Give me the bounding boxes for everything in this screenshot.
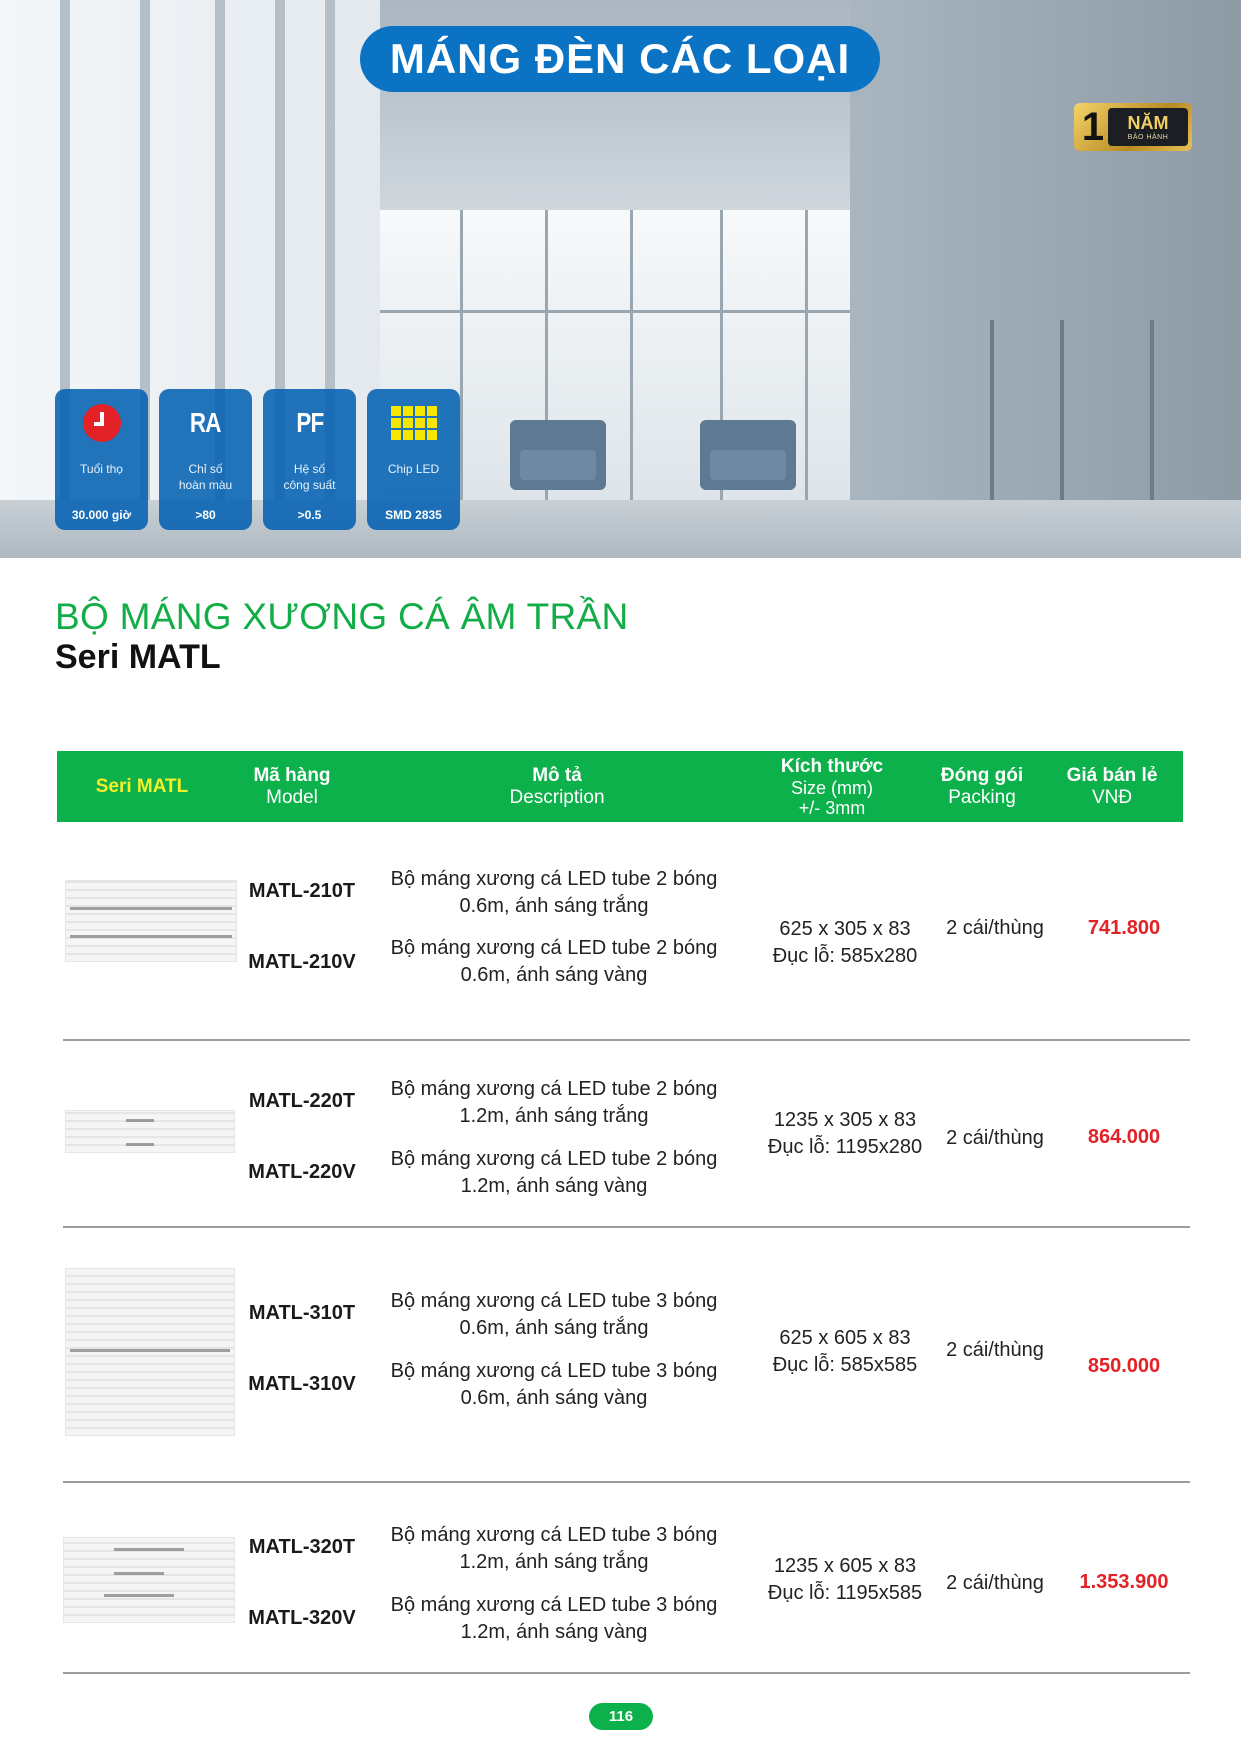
hero-glass-doors <box>850 0 1241 558</box>
header-size-vi: Kích thước <box>780 755 884 777</box>
header-desc-en: Description <box>509 786 605 808</box>
feature-label: Hệ số <box>293 462 326 476</box>
row-divider <box>63 1226 1190 1228</box>
size: 625 x 305 x 83 Đục lỗ: 585x280 <box>772 918 918 967</box>
feature-power-factor <box>263 389 356 530</box>
header-size-en: Size (mm) <box>791 777 873 798</box>
feature-value: >80 <box>195 508 216 522</box>
warranty-unit: NĂM <box>1127 112 1169 133</box>
product-image <box>65 1110 235 1153</box>
row-divider <box>63 1481 1190 1483</box>
feature-label: công suất <box>283 478 336 492</box>
hero-grid <box>630 210 633 510</box>
price: 1.353.900 <box>1079 1571 1169 1593</box>
feature-label: Chỉ số <box>188 462 223 476</box>
description: Bộ máng xương cá LED tube 2 bóng 0.6m, ánh sáng trắng <box>390 868 718 917</box>
description: Bộ máng xương cá LED tube 3 bóng 0.6m, ánh sáng trắng <box>390 1290 718 1339</box>
header-size <box>747 751 917 822</box>
feature-label: Chip LED <box>387 462 440 476</box>
header-model-en: Model <box>266 786 318 808</box>
feature-value: 30.000 giờ <box>71 508 132 522</box>
clock-icon <box>83 404 121 442</box>
section-title: BỘ MÁNG XƯƠNG CÁ ÂM TRẦN <box>55 596 629 637</box>
hero-grid <box>460 210 463 510</box>
hero-grid <box>805 210 808 510</box>
product-image <box>65 1268 235 1436</box>
description: Bộ máng xương cá LED tube 3 bóng 1.2m, ánh sáng trắng <box>390 1524 718 1573</box>
chip-grid-icon <box>391 406 437 440</box>
size: 625 x 605 x 83 Đục lỗ: 585x585 <box>772 1327 918 1376</box>
price: 850.000 <box>1087 1355 1161 1377</box>
header-price <box>1047 751 1177 822</box>
ra-icon: RA <box>190 407 221 438</box>
packing: 2 cái/thùng <box>946 1127 1044 1149</box>
warranty-badge <box>1074 103 1192 151</box>
feature-tiles <box>55 389 460 530</box>
header-packing <box>927 751 1037 822</box>
packing: 2 cái/thùng <box>946 1572 1044 1594</box>
price: 741.800 <box>1087 917 1161 939</box>
feature-chip <box>367 389 460 530</box>
model-code: MATL-210V <box>248 951 356 973</box>
row-divider <box>63 1672 1190 1674</box>
feature-value: SMD 2835 <box>385 508 442 522</box>
model-code: MATL-210T <box>248 880 356 902</box>
model-code: MATL-320T <box>248 1536 356 1558</box>
pf-icon: PF <box>295 407 324 438</box>
size: 1235 x 605 x 83 Đục lỗ: 1195x585 <box>767 1555 923 1604</box>
product-image <box>63 1537 235 1623</box>
header-description <box>377 751 737 822</box>
header-size-tolerance: +/- 3mm <box>798 797 866 818</box>
model-code: MATL-320V <box>248 1607 356 1629</box>
description: Bộ máng xương cá LED tube 2 bóng 1.2m, ánh sáng trắng <box>390 1078 718 1127</box>
price: 864.000 <box>1087 1126 1161 1148</box>
warranty-label: BẢO HÀNH <box>1127 133 1169 141</box>
size: 1235 x 305 x 83 Đục lỗ: 1195x280 <box>767 1109 923 1158</box>
model-code: MATL-310V <box>248 1373 356 1395</box>
model-code: MATL-220V <box>248 1161 356 1183</box>
page-number: 116 <box>589 1703 653 1730</box>
model-code: MATL-310T <box>248 1302 356 1324</box>
feature-value: >0.5 <box>297 508 322 522</box>
description: Bộ máng xương cá LED tube 3 bóng 1.2m, ánh sáng vàng <box>390 1594 718 1643</box>
product-image <box>65 880 237 962</box>
feature-label: Tuổi thọ <box>80 462 123 476</box>
description: Bộ máng xương cá LED tube 2 bóng 0.6m, ánh sáng vàng <box>390 937 718 986</box>
description: Bộ máng xương cá LED tube 3 bóng 0.6m, ánh sáng vàng <box>390 1360 718 1409</box>
warranty-label-box <box>1108 108 1188 146</box>
packing: 2 cái/thùng <box>946 917 1044 939</box>
feature-cri <box>159 389 252 530</box>
row-divider <box>63 1039 1190 1041</box>
header-desc-vi: Mô tả <box>532 764 582 786</box>
header-model <box>227 751 357 822</box>
hero-armchair <box>510 420 606 490</box>
feature-lifetime <box>55 389 148 530</box>
header-series-label: Seri MATL <box>95 775 189 797</box>
header-price-vi: Giá bán lẻ <box>1066 764 1158 786</box>
page-title: MÁNG ĐÈN CÁC LOẠI <box>360 26 880 92</box>
header-pack-vi: Đóng gói <box>940 764 1024 786</box>
section-subtitle: Seri MATL <box>55 638 221 676</box>
header-pack-en: Packing <box>948 786 1016 808</box>
warranty-years: 1 <box>1081 105 1105 149</box>
header-price-en: VNĐ <box>1091 786 1133 808</box>
table-header <box>57 751 1183 822</box>
model-code: MATL-220T <box>248 1090 356 1112</box>
hero-armchair <box>700 420 796 490</box>
packing: 2 cái/thùng <box>946 1339 1044 1361</box>
hero-grid <box>380 310 850 313</box>
header-model-vi: Mã hàng <box>253 764 331 786</box>
feature-label: hoàn màu <box>178 478 233 492</box>
header-series <box>57 751 227 822</box>
description: Bộ máng xương cá LED tube 2 bóng 1.2m, ánh sáng vàng <box>390 1148 718 1197</box>
